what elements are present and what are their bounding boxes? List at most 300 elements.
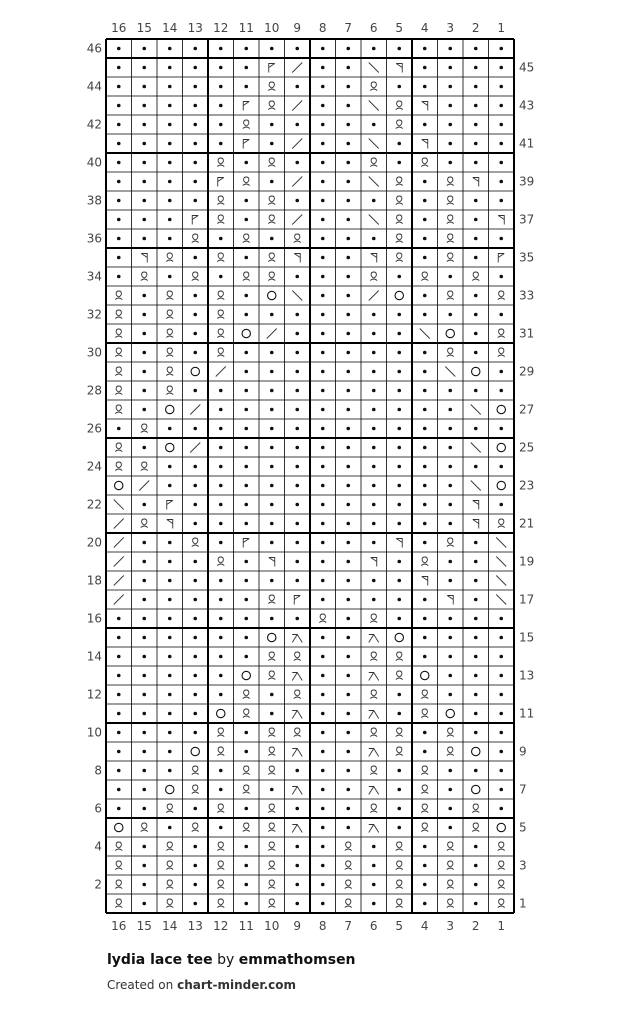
purl-dot-symbol [448, 807, 452, 811]
purl-dot-symbol [372, 389, 376, 393]
row-label-right: 27 [519, 402, 535, 417]
row-label-right: 1 [519, 896, 527, 911]
purl-dot-symbol [193, 180, 197, 184]
row-label-left: 26 [86, 421, 102, 436]
purl-dot-symbol [423, 313, 427, 317]
purl-dot-symbol [219, 636, 223, 640]
purl-dot-symbol [321, 541, 325, 545]
purl-dot-symbol [142, 883, 146, 887]
purl-dot-symbol [142, 541, 146, 545]
purl-dot-symbol [321, 446, 325, 450]
purl-dot-symbol [397, 712, 401, 716]
purl-dot-symbol [321, 66, 325, 70]
purl-dot-symbol [321, 788, 325, 792]
purl-dot-symbol [321, 85, 325, 89]
row-label-right: 41 [519, 136, 535, 151]
purl-dot-symbol [142, 560, 146, 564]
purl-dot-symbol [448, 389, 452, 393]
purl-dot-symbol [142, 864, 146, 868]
row-label-left: 40 [86, 155, 102, 170]
purl-dot-symbol [117, 674, 121, 678]
purl-dot-symbol [142, 313, 146, 317]
purl-dot-symbol [321, 256, 325, 260]
purl-dot-symbol [295, 560, 299, 564]
purl-dot-symbol [321, 123, 325, 127]
purl-dot-symbol [168, 123, 172, 127]
purl-dot-symbol [117, 427, 121, 431]
purl-dot-symbol [346, 123, 350, 127]
purl-dot-symbol [321, 769, 325, 773]
purl-dot-symbol [244, 408, 248, 412]
purl-dot-symbol [499, 142, 503, 146]
purl-dot-symbol [372, 370, 376, 374]
purl-dot-symbol [321, 142, 325, 146]
purl-dot-symbol [346, 161, 350, 165]
column-label-top: 2 [471, 21, 480, 35]
purl-dot-symbol [244, 446, 248, 450]
row-label-left: 10 [86, 725, 102, 740]
purl-dot-symbol [270, 142, 274, 146]
purl-dot-symbol [499, 85, 503, 89]
purl-dot-symbol [397, 788, 401, 792]
purl-dot-symbol [321, 275, 325, 279]
purl-dot-symbol [499, 370, 503, 374]
purl-dot-symbol [346, 788, 350, 792]
purl-dot-symbol [474, 389, 478, 393]
purl-dot-symbol [448, 161, 452, 165]
purl-dot-symbol [423, 66, 427, 70]
purl-dot-symbol [474, 655, 478, 659]
purl-dot-symbol [474, 142, 478, 146]
purl-dot-symbol [168, 484, 172, 488]
purl-dot-symbol [346, 142, 350, 146]
purl-dot-symbol [499, 66, 503, 70]
purl-dot-symbol [423, 522, 427, 526]
purl-dot-symbol [321, 199, 325, 203]
purl-dot-symbol [397, 465, 401, 469]
purl-dot-symbol [423, 902, 427, 906]
purl-dot-symbol [346, 180, 350, 184]
purl-dot-symbol [448, 484, 452, 488]
purl-dot-symbol [346, 85, 350, 89]
purl-dot-symbol [270, 180, 274, 184]
purl-dot-symbol [474, 769, 478, 773]
purl-dot-symbol [499, 389, 503, 393]
row-label-left: 34 [86, 269, 102, 284]
column-label-top: 14 [162, 21, 178, 35]
purl-dot-symbol [193, 351, 197, 355]
purl-dot-symbol [397, 617, 401, 621]
row-label-right: 33 [519, 288, 535, 303]
purl-dot-symbol [219, 788, 223, 792]
purl-dot-symbol [219, 769, 223, 773]
purl-dot-symbol [448, 788, 452, 792]
purl-dot-symbol [474, 66, 478, 70]
purl-dot-symbol [321, 712, 325, 716]
purl-dot-symbol [117, 769, 121, 773]
purl-dot-symbol [321, 180, 325, 184]
column-label-bottom: 6 [369, 919, 378, 933]
row-label-left: 6 [94, 801, 102, 816]
purl-dot-symbol [244, 85, 248, 89]
purl-dot-symbol [346, 446, 350, 450]
purl-dot-symbol [270, 541, 274, 545]
purl-dot-symbol [193, 712, 197, 716]
purl-dot-symbol [372, 465, 376, 469]
purl-dot-symbol [117, 104, 121, 108]
purl-dot-symbol [117, 731, 121, 735]
row-label-left: 44 [86, 79, 102, 94]
purl-dot-symbol [346, 256, 350, 260]
purl-dot-symbol [168, 180, 172, 184]
purl-dot-symbol [372, 47, 376, 51]
purl-dot-symbol [117, 256, 121, 260]
purl-dot-symbol [397, 370, 401, 374]
purl-dot-symbol [244, 731, 248, 735]
purl-dot-symbol [244, 294, 248, 298]
purl-dot-symbol [117, 788, 121, 792]
purl-dot-symbol [168, 427, 172, 431]
purl-dot-symbol [448, 123, 452, 127]
purl-dot-symbol [474, 636, 478, 640]
purl-dot-symbol [499, 731, 503, 735]
purl-dot-symbol [397, 560, 401, 564]
purl-dot-symbol [270, 370, 274, 374]
site-link[interactable]: chart-minder.com [177, 978, 296, 992]
purl-dot-symbol [474, 883, 478, 887]
purl-dot-symbol [142, 351, 146, 355]
purl-dot-symbol [219, 522, 223, 526]
column-label-bottom: 11 [238, 919, 254, 933]
purl-dot-symbol [448, 826, 452, 830]
purl-dot-symbol [499, 427, 503, 431]
purl-dot-symbol [219, 408, 223, 412]
purl-dot-symbol [295, 123, 299, 127]
purl-dot-symbol [448, 522, 452, 526]
purl-dot-symbol [474, 427, 478, 431]
column-label-top: 7 [344, 21, 353, 35]
purl-dot-symbol [193, 655, 197, 659]
column-label-top: 1 [497, 21, 506, 35]
purl-dot-symbol [117, 180, 121, 184]
purl-dot-symbol [372, 579, 376, 583]
purl-dot-symbol [295, 47, 299, 51]
purl-dot-symbol [244, 617, 248, 621]
purl-dot-symbol [346, 598, 350, 602]
purl-dot-symbol [117, 617, 121, 621]
purl-dot-symbol [295, 199, 299, 203]
purl-dot-symbol [397, 427, 401, 431]
purl-dot-symbol [448, 47, 452, 51]
purl-dot-symbol [423, 85, 427, 89]
purl-dot-symbol [168, 218, 172, 222]
purl-dot-symbol [499, 275, 503, 279]
purl-dot-symbol [423, 199, 427, 203]
purl-dot-symbol [372, 541, 376, 545]
purl-dot-symbol [295, 503, 299, 507]
purl-dot-symbol [244, 313, 248, 317]
purl-dot-symbol [346, 731, 350, 735]
purl-dot-symbol [295, 902, 299, 906]
purl-dot-symbol [193, 389, 197, 393]
purl-dot-symbol [499, 712, 503, 716]
purl-dot-symbol [321, 636, 325, 640]
purl-dot-symbol [321, 579, 325, 583]
purl-dot-symbol [321, 750, 325, 754]
purl-dot-symbol [193, 636, 197, 640]
purl-dot-symbol [219, 617, 223, 621]
purl-dot-symbol [142, 750, 146, 754]
purl-dot-symbol [346, 617, 350, 621]
purl-dot-symbol [423, 370, 427, 374]
purl-dot-symbol [474, 199, 478, 203]
row-label-left: 24 [86, 459, 102, 474]
purl-dot-symbol [193, 579, 197, 583]
purl-dot-symbol [346, 351, 350, 355]
purl-dot-symbol [397, 503, 401, 507]
purl-dot-symbol [295, 275, 299, 279]
purl-dot-symbol [142, 636, 146, 640]
purl-dot-symbol [423, 598, 427, 602]
purl-dot-symbol [295, 313, 299, 317]
row-label-right: 45 [519, 60, 535, 75]
purl-dot-symbol [193, 864, 197, 868]
purl-dot-symbol [397, 389, 401, 393]
purl-dot-symbol [193, 85, 197, 89]
row-label-right: 5 [519, 820, 527, 835]
purl-dot-symbol [168, 275, 172, 279]
purl-dot-symbol [142, 731, 146, 735]
purl-dot-symbol [474, 294, 478, 298]
purl-dot-symbol [346, 47, 350, 51]
purl-dot-symbol [142, 503, 146, 507]
purl-dot-symbol [168, 674, 172, 678]
purl-dot-symbol [499, 161, 503, 165]
purl-dot-symbol [168, 636, 172, 640]
purl-dot-symbol [219, 389, 223, 393]
purl-dot-symbol [423, 408, 427, 412]
column-label-top: 10 [264, 21, 280, 35]
row-label-right: 3 [519, 858, 527, 873]
purl-dot-symbol [346, 275, 350, 279]
purl-dot-symbol [244, 636, 248, 640]
purl-dot-symbol [372, 199, 376, 203]
purl-dot-symbol [499, 788, 503, 792]
purl-dot-symbol [270, 313, 274, 317]
purl-dot-symbol [448, 408, 452, 412]
purl-dot-symbol [474, 902, 478, 906]
purl-dot-symbol [193, 47, 197, 51]
purl-dot-symbol [117, 237, 121, 241]
purl-dot-symbol [372, 883, 376, 887]
column-label-bottom: 10 [264, 919, 280, 933]
chart-title-line [107, 952, 356, 968]
purl-dot-symbol [244, 598, 248, 602]
purl-dot-symbol [244, 655, 248, 659]
row-label-right: 23 [519, 478, 535, 493]
purl-dot-symbol [448, 85, 452, 89]
purl-dot-symbol [270, 47, 274, 51]
purl-dot-symbol [346, 826, 350, 830]
purl-dot-symbol [321, 104, 325, 108]
purl-dot-symbol [423, 655, 427, 659]
purl-dot-symbol [346, 807, 350, 811]
purl-dot-symbol [219, 123, 223, 127]
row-label-left: 20 [86, 535, 102, 550]
purl-dot-symbol [423, 446, 427, 450]
purl-dot-symbol [193, 598, 197, 602]
purl-dot-symbol [499, 750, 503, 754]
chart-title: lydia lace tee [107, 952, 213, 968]
purl-dot-symbol [499, 807, 503, 811]
purl-dot-symbol [142, 655, 146, 659]
purl-dot-symbol [474, 313, 478, 317]
purl-dot-symbol [193, 66, 197, 70]
purl-dot-symbol [168, 104, 172, 108]
purl-dot-symbol [117, 218, 121, 222]
purl-dot-symbol [346, 294, 350, 298]
created-on-text: Created on [107, 978, 174, 992]
purl-dot-symbol [117, 807, 121, 811]
column-label-bottom: 9 [293, 919, 302, 933]
purl-dot-symbol [321, 883, 325, 887]
purl-dot-symbol [193, 104, 197, 108]
purl-dot-symbol [321, 655, 325, 659]
purl-dot-symbol [448, 275, 452, 279]
purl-dot-symbol [474, 161, 478, 165]
purl-dot-symbol [499, 769, 503, 773]
purl-dot-symbol [244, 427, 248, 431]
purl-dot-symbol [321, 161, 325, 165]
purl-dot-symbol [397, 598, 401, 602]
purl-dot-symbol [295, 351, 299, 355]
purl-dot-symbol [474, 598, 478, 602]
purl-dot-symbol [193, 845, 197, 849]
purl-dot-symbol [142, 408, 146, 412]
purl-dot-symbol [244, 351, 248, 355]
purl-dot-symbol [321, 47, 325, 51]
purl-dot-symbol [423, 294, 427, 298]
purl-dot-symbol [346, 503, 350, 507]
purl-dot-symbol [244, 522, 248, 526]
purl-dot-symbol [346, 313, 350, 317]
purl-dot-symbol [142, 807, 146, 811]
purl-dot-symbol [321, 598, 325, 602]
purl-dot-symbol [448, 560, 452, 564]
purl-dot-symbol [244, 503, 248, 507]
purl-dot-symbol [168, 712, 172, 716]
purl-dot-symbol [423, 883, 427, 887]
purl-dot-symbol [219, 503, 223, 507]
column-label-bottom: 12 [213, 919, 229, 933]
row-label-right: 39 [519, 174, 535, 189]
column-label-top: 13 [187, 21, 203, 35]
purl-dot-symbol [321, 332, 325, 336]
purl-dot-symbol [474, 541, 478, 545]
purl-dot-symbol [474, 731, 478, 735]
purl-dot-symbol [193, 807, 197, 811]
purl-dot-symbol [142, 845, 146, 849]
purl-dot-symbol [142, 161, 146, 165]
purl-dot-symbol [193, 883, 197, 887]
purl-dot-symbol [397, 446, 401, 450]
purl-dot-symbol [295, 161, 299, 165]
purl-dot-symbol [168, 47, 172, 51]
author-link[interactable]: emmathomsen [238, 952, 356, 968]
row-label-left: 16 [86, 611, 102, 626]
column-label-bottom: 15 [136, 919, 152, 933]
row-label-right: 37 [519, 212, 535, 227]
purl-dot-symbol [372, 522, 376, 526]
purl-dot-symbol [193, 484, 197, 488]
purl-dot-symbol [168, 161, 172, 165]
column-label-bottom: 5 [395, 919, 404, 933]
purl-dot-symbol [321, 427, 325, 431]
purl-dot-symbol [193, 465, 197, 469]
purl-dot-symbol [142, 104, 146, 108]
purl-dot-symbol [372, 123, 376, 127]
purl-dot-symbol [499, 503, 503, 507]
purl-dot-symbol [295, 408, 299, 412]
purl-dot-symbol [219, 541, 223, 545]
purl-dot-symbol [397, 332, 401, 336]
purl-dot-symbol [346, 104, 350, 108]
purl-dot-symbol [270, 123, 274, 127]
column-label-bottom: 3 [446, 919, 455, 933]
purl-dot-symbol [142, 446, 146, 450]
purl-dot-symbol [321, 237, 325, 241]
purl-dot-symbol [423, 503, 427, 507]
purl-dot-symbol [346, 636, 350, 640]
purl-dot-symbol [270, 427, 274, 431]
purl-dot-symbol [219, 47, 223, 51]
purl-dot-symbol [168, 541, 172, 545]
purl-dot-symbol [295, 845, 299, 849]
purl-dot-symbol [448, 769, 452, 773]
purl-dot-symbol [244, 465, 248, 469]
purl-dot-symbol [270, 408, 274, 412]
purl-dot-symbol [448, 579, 452, 583]
purl-dot-symbol [499, 693, 503, 697]
purl-dot-symbol [397, 522, 401, 526]
row-label-right: 43 [519, 98, 535, 113]
purl-dot-symbol [321, 807, 325, 811]
purl-dot-symbol [321, 218, 325, 222]
purl-dot-symbol [474, 845, 478, 849]
column-label-top: 5 [395, 21, 404, 35]
purl-dot-symbol [219, 142, 223, 146]
purl-dot-symbol [168, 560, 172, 564]
purl-dot-symbol [372, 845, 376, 849]
column-label-bottom: 4 [420, 919, 429, 933]
purl-dot-symbol [219, 465, 223, 469]
column-label-top: 16 [111, 21, 127, 35]
purl-dot-symbol [397, 807, 401, 811]
column-label-bottom: 14 [162, 919, 178, 933]
purl-dot-symbol [244, 66, 248, 70]
purl-dot-symbol [168, 655, 172, 659]
purl-dot-symbol [372, 313, 376, 317]
purl-dot-symbol [142, 769, 146, 773]
row-label-left: 46 [86, 41, 102, 56]
row-label-right: 15 [519, 630, 535, 645]
purl-dot-symbol [142, 788, 146, 792]
purl-dot-symbol [346, 712, 350, 716]
purl-dot-symbol [423, 484, 427, 488]
purl-dot-symbol [244, 883, 248, 887]
purl-dot-symbol [423, 636, 427, 640]
purl-dot-symbol [321, 370, 325, 374]
